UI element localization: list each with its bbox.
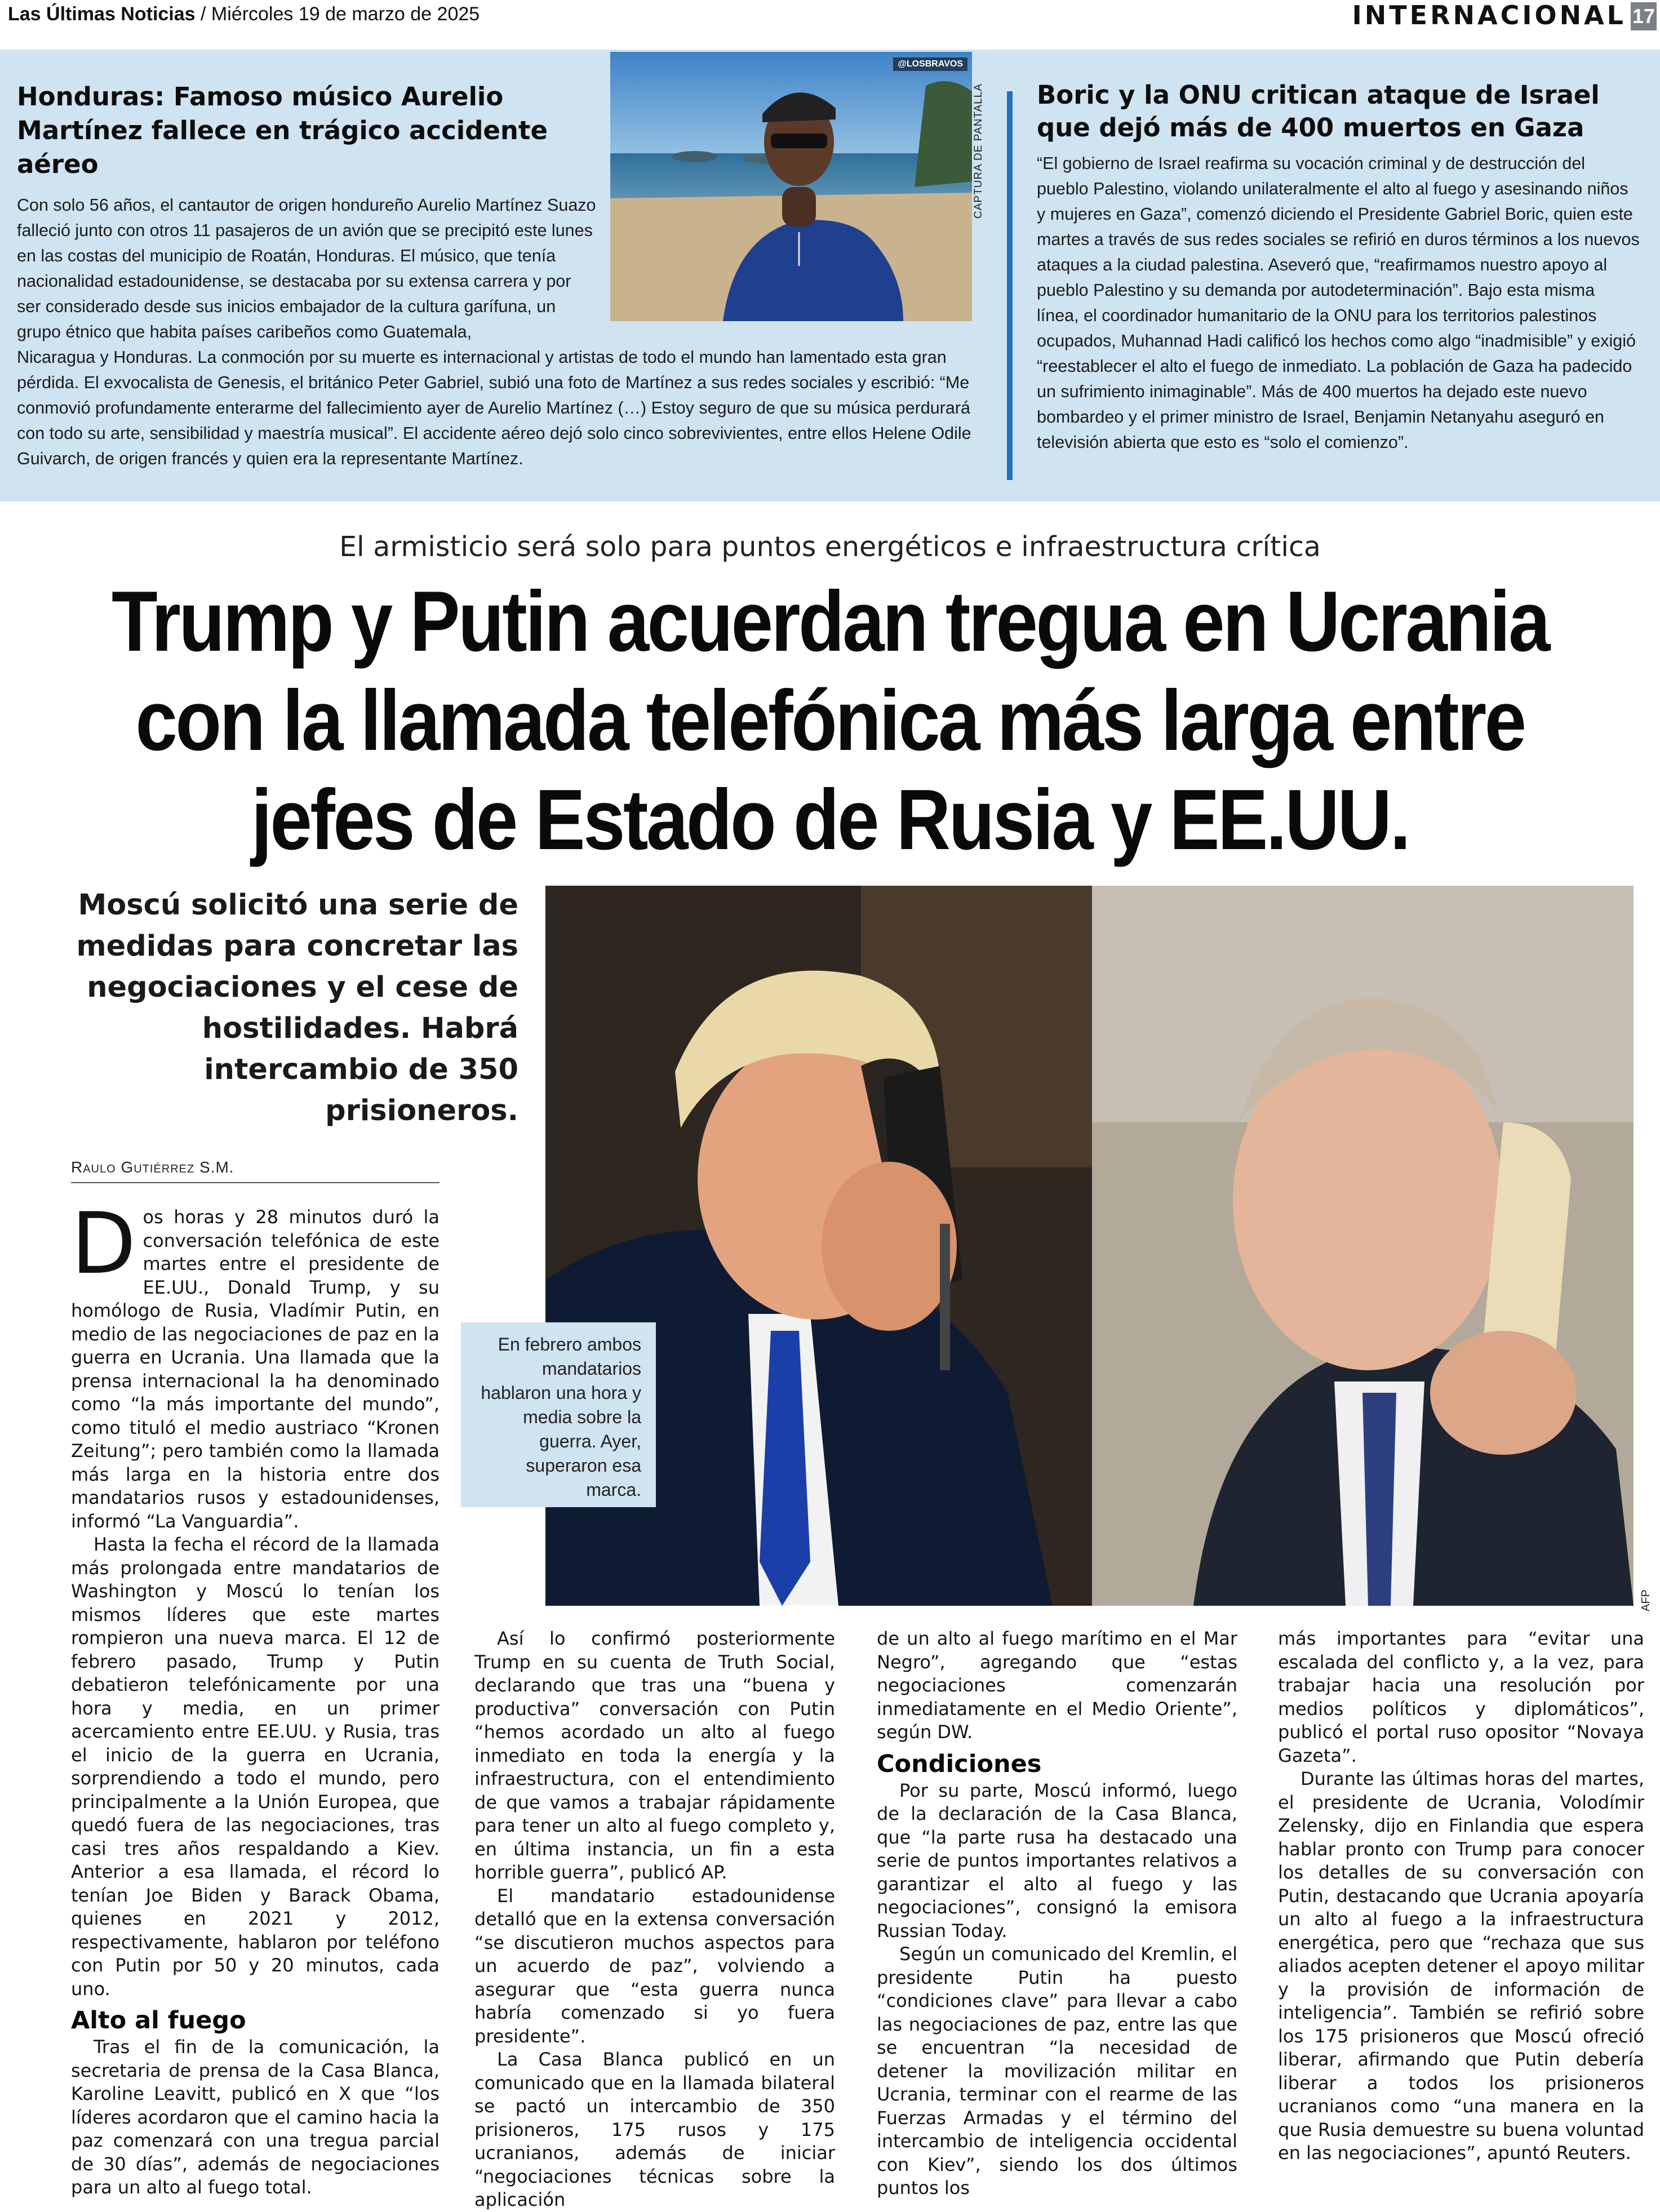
byline-rule <box>71 1182 440 1183</box>
masthead <box>0 0 1660 35</box>
afp-credit: AFP <box>1640 1589 1652 1611</box>
paragraph-11: Durante las últimas horas del martes, el presidente de Ucrania, Volodímir Zelensky, dijo en Finlandia que espera hablar pronto con Trump para conocer los detalles de su conversación con Putin, destacando que Ucrania apoyaría un alto al fuego a la infraestructura energética, pero que “rechaza que sus aliados acepten detener el apoyo militar y la provisión de información de inteligencia”. También se refirió sobre los 175 prisioneros que Moscú ofreció liberar, afirmando que Putin debería liberar a todos los prisioneros ucranianos como “una manera en la que Rusia demuestre su buena voluntad en las negociaciones”, apuntó Reuters. <box>1278 1768 1644 2164</box>
musician-photo <box>610 52 972 321</box>
brief-left-body: Con solo 56 años, el cantautor de origen hondureño Aurelio Martínez Suazo falleció junto con otros 11 pasajeros de un avión que se precipitó este lunes en las costas del municipio de Roatán, Honduras. El músico, que tenía nacionalidad estadounidense, se destacaba por su extensa carrera y por ser considerado desde sus inicios embajador de la cultura garífuna, un grupo étnico que habita países caribeños como Guatemala, <box>17 196 596 341</box>
paragraph-7: de un alto al fuego marítimo en el Mar Negro”, agregando que “estas negociaciones comenzarán inmediatamente en el Medio Oriente”, según DW. <box>877 1628 1237 1743</box>
brief-left-title: Honduras: Famoso músico Aurelio Martínez fallece en trágico accidente aéreo <box>17 82 548 179</box>
leaders-phone-photo <box>545 886 1634 1606</box>
paragraph-10: más importantes para “evitar una escalada del conflicto y, a la vez, para trabajar hacia una resolución por medios políticos y diplomáticos”, publicó el portal ruso opositor “Novaya Gazeta”. <box>1278 1628 1644 1766</box>
headline-line-1: Trump y Putin acuerdan tregua en Ucrania <box>112 574 1548 669</box>
section-name: INTERNACIONAL <box>1352 0 1626 30</box>
paragraph-5: El mandatario estadounidense detalló que en la extensa conversación “se discutieron muchos aspectos para un acuerdo de paz”, volviendo a asegurar que “esta guerra nunca habría comenzado si yo fuera presidente”. <box>474 1885 835 2047</box>
page-number: 17 <box>1631 2 1657 30</box>
publication-date: / Miércoles 19 de marzo de 2025 <box>201 3 480 25</box>
publication-line <box>8 3 480 25</box>
photo-handle-tag: @LOSBRAVOS <box>893 57 967 71</box>
paragraph-6: La Casa Blanca publicó en un comunicado que en la llamada bilateral se pactó un intercambio de 350 prisioneros, 175 rusos y 175 ucranianos, además de iniciar “negociaciones técnicas sobre la aplicación <box>474 2049 835 2210</box>
brief-divider <box>1007 91 1013 480</box>
paragraph-1-text: os horas y 28 minutos duró la conversación telefónica de este martes entre el presidente de EE.UU., Donald Trump, y su homólogo de Rusia, Vladímir Putin, en medio de las negociaciones de paz en la guerra en Ucrania. Una llamada que la prensa internacional la ha denominado como “la más importante del mundo”, como tituló el medio austriaco “Kronen Zeitung”; pero también como la llamada más larga en la historia entre dos mandatarios rusos y estadounidenses, informó “La Vanguardia”. <box>71 1206 440 1532</box>
publication-name: Las Últimas Noticias <box>8 3 196 25</box>
headline-line-2: con la llamada telefónica más larga entre <box>135 673 1525 769</box>
article-column-4 <box>1278 1627 1644 2165</box>
paragraph-8: Por su parte, Moscú informó, luego de la declaración de la Casa Blanca, que “la parte rusa ha destacado una serie de puntos importantes relativos a garantizar el alto al fuego y las negociaciones”, consignó la emisora Russian Today. <box>877 1779 1237 1942</box>
article-column-3 <box>877 1627 1237 2200</box>
paragraph-2: Hasta la fecha el récord de la llamada más prolongada entre mandatarios de Washington y Moscú lo tenían los mismos líderes que este martes rompieron una nueva marca. El 12 de febrero pasado, Trump y Putin debatieron telefónicamente por una hora y media, en un primer acercamiento entre EE.UU. y Rusia, tras el inicio de la guerra en Ucrania, sorprendiendo a todo el mundo, pero principalmente a la Unión Europea, que quedó fuera de las negociaciones, tras casi tres años respaldando a Kiev. Anterior a esa llamada, el récord lo tenían Joe Biden y Barack Obama, quienes en 2021 y 2012, respectivamente, hablaron por teléfono con Putin por 50 y 20 minutos, cada uno. <box>71 1534 440 2000</box>
brief-right-body: “El gobierno de Israel reafirma su vocación criminal y de destrucción del pueblo Palestino, violando unilateralmente el alto al fuego y asesinando niños y mujeres en Gaza”, comenzó diciendo el Presidente Gabriel Boric, quien este martes a través de sus redes sociales se refirió en duros términos a los nuevos ataques a la ciudad palestina. Aseveró que, “reafirmamos nuestro apoyo al pueblo Palestino y su demanda por autodeterminación”. Bajo esta misma línea, el coordinador humanitario de la ONU para los territorios palestinos ocupados, Muhannad Hadi calificó los hechos como algo “inadmisible” y exigió “reestablecer el alto el fuego de inmediato. La población de Gaza ha padecido un sufrimiento inimaginable”. Más de 400 muertos ha dejado este nuevo bombardeo y el primer ministro de Israel, Benjamin Netanyahu aseguró en televisión abierta que esto es “solo el comienzo”. <box>1037 154 1640 452</box>
subhead-condiciones: Condiciones <box>877 1749 1042 1778</box>
subhead-alto-al-fuego: Alto al fuego <box>71 2006 246 2035</box>
main-photo <box>545 886 1634 1606</box>
deck: Moscú solicitó una serie de medidas para concretar las negociaciones y el cese de hostilidades. Habrá intercambio de 350 prisioneros. <box>76 889 518 1127</box>
paragraph-1 <box>71 1195 440 1533</box>
musician-photo-image <box>610 52 972 321</box>
brief-right-title: Boric y la ONU critican ataque de Israel que dejó más de 400 muertos en Gaza <box>1037 80 1600 143</box>
kicker: El armisticio será solo para puntos energéticos e infraestructura crítica <box>339 531 1321 563</box>
paragraph-9: Según un comunicado del Kremlin, el presidente Putin ha puesto “condiciones clave” para llevar a cabo las negociaciones de paz, entre las que se encuentran “la necesidad de detener la movilización militar en Ucrania, terminar con el rearme de las Fuerzas Armadas y el término del intercambio de inteligencia occidental con Kiev”, siendo los dos últimos puntos los <box>877 1943 1237 2198</box>
paragraph-3: Tras el fin de la comunicación, la secretaria de prensa de la Casa Blanca, Karoline Leavitt, publicó en X que “los líderes acordaron que el camino hacia la paz comenzará con una tregua parcial de 30 días”, además de negociaciones para un alto al fuego total. <box>71 2036 440 2198</box>
article-column-1 <box>71 1195 440 2200</box>
byline: Raulo Gutiérrez S.M. <box>71 1158 234 1176</box>
brief-left-body-continued: Nicaragua y Honduras. La conmoción por su muerte es internacional y artistas de todo el mundo han lamentado esta gran pérdida. El exvocalista de Genesis, el británico Peter Gabriel, subió una foto de Martínez a sus redes sociales y escribió: “Me conmovió profundamente enterarme del fallecimiento ayer de Aurelio Martínez (…) Estoy seguro de que su música perdurará con todo su arte, sensibilidad y maestría musical”. El accidente aéreo dejó solo cinco sobrevivientes, entre ellos Helene Odile Guivarch, de origen francés y quien era la representante Martínez. <box>17 348 971 468</box>
article-column-2 <box>474 1627 835 2212</box>
headline <box>100 572 1560 869</box>
headline-line-3: jefes de Estado de Rusia y EE.UU. <box>251 772 1409 868</box>
dropcap: D <box>71 1195 136 1293</box>
photo-credit-vertical: CAPTURA DE PANTALLA <box>973 83 984 219</box>
briefs-band <box>0 50 1660 501</box>
photo-caption: En febrero ambos mandatarios hablaron una hora y media sobre la guerra. Ayer, superaron esa marca. <box>461 1322 656 1507</box>
paragraph-4: Así lo confirmó posteriormente Trump en su cuenta de Truth Social, declarando que tras una “buena y productiva” conversación con Putin “hemos acordado un alto al fuego inmediato en toda la energía y la infraestructura, con el entendimiento de que vamos a trabajar rápidamente para tener un alto al fuego completo y, en última instancia, un fin a esta horrible guerra”, publicó AP. <box>474 1628 835 1883</box>
